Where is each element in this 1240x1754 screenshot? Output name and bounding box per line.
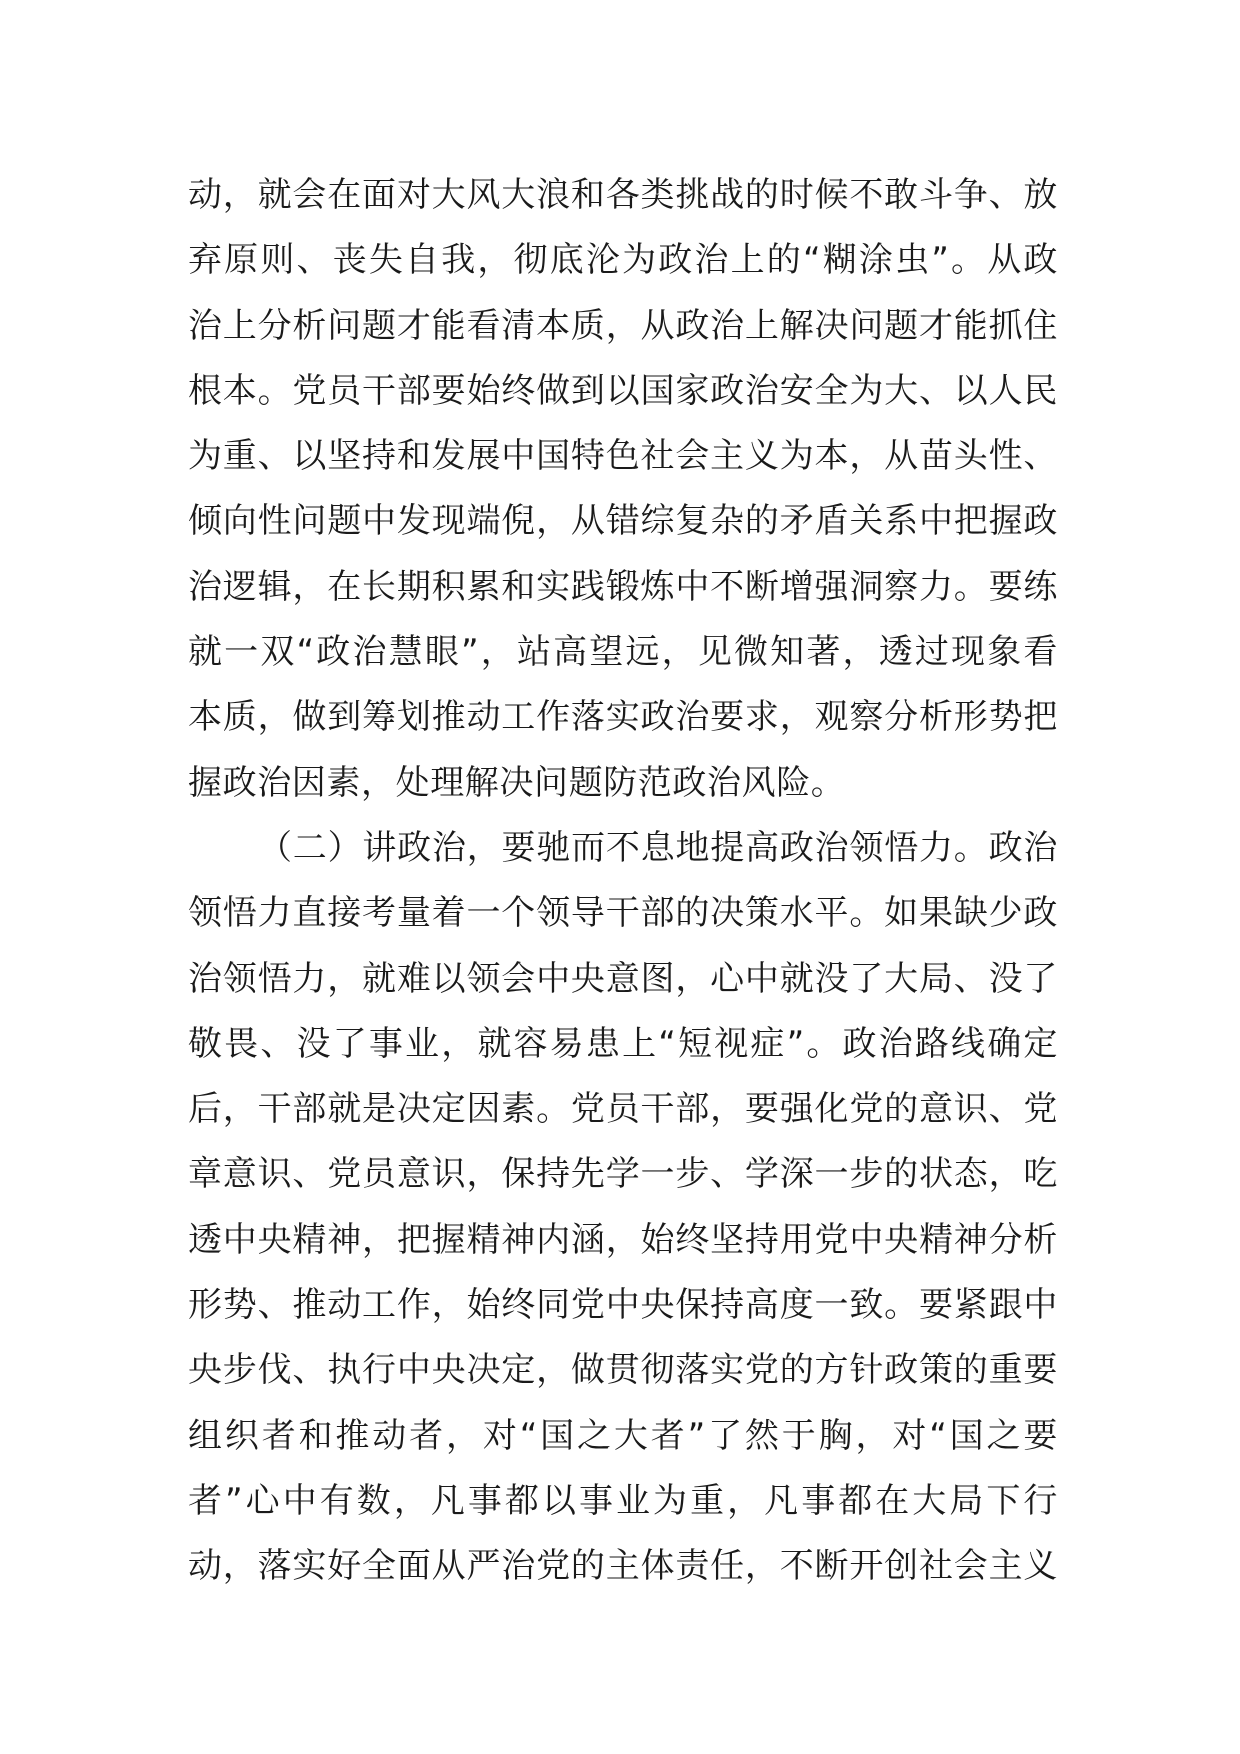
text-line: 就一双“政治慧眼”，站高望远，见微知著，透过现象看 bbox=[188, 632, 1058, 673]
text-line: 形势、推动工作，始终同党中央保持高度一致。要紧跟中 bbox=[188, 1285, 1058, 1326]
text-line: 倾向性问题中发现端倪，从错综复杂的矛盾关系中把握政 bbox=[188, 501, 1058, 542]
text-line: 握政治因素，处理解决问题防范政治风险。 bbox=[188, 762, 846, 803]
text-line: 央步伐、执行中央决定，做贯彻落实党的方针政策的重要 bbox=[188, 1350, 1058, 1391]
text-line: 章意识、党员意识，保持先学一步、学深一步的状态，吃 bbox=[188, 1154, 1058, 1195]
text-line: 动，就会在面对大风大浪和各类挑战的时候不敢斗争、放 bbox=[188, 175, 1058, 215]
text-line: 领悟力直接考量着一个领导干部的决策水平。如果缺少政 bbox=[188, 893, 1058, 934]
paragraph-2 bbox=[188, 816, 1058, 1600]
body-text bbox=[188, 163, 1058, 1600]
text-line: 为重、以坚持和发展中国特色社会主义为本，从苗头性、 bbox=[188, 436, 1058, 477]
text-line: 透中央精神，把握精神内涵，始终坚持用党中央精神分析 bbox=[188, 1219, 1058, 1260]
text-line: 根本。党员干部要始终做到以国家政治安全为大、以人民 bbox=[188, 370, 1058, 411]
text-line: 本质，做到筹划推动工作落实政治要求，观察分析形势把 bbox=[188, 697, 1058, 738]
text-line: 敬畏、没了事业，就容易患上“短视症”。政治路线确定 bbox=[188, 1023, 1058, 1064]
text-line: 后，干部就是决定因素。党员干部，要强化党的意识、党 bbox=[188, 1089, 1058, 1130]
text-line: 弃原则、丧失自我，彻底沦为政治上的“糊涂虫”。从政 bbox=[188, 240, 1058, 281]
text-line: （二）讲政治，要驰而不息地提高政治领悟力。政治 bbox=[258, 827, 1058, 868]
text-line: 组织者和推动者，对“国之大者”了然于胸，对“国之要 bbox=[188, 1415, 1058, 1456]
text-line: 治逻辑，在长期积累和实践锻炼中不断增强洞察力。要练 bbox=[188, 566, 1058, 607]
paragraph-1 bbox=[188, 163, 1058, 816]
text-line: 动，落实好全面从严治党的主体责任，不断开创社会主义 bbox=[188, 1546, 1058, 1587]
text-line: 治领悟力，就难以领会中央意图，心中就没了大局、没了 bbox=[188, 958, 1058, 999]
text-line: 者”心中有数，凡事都以事业为重，凡事都在大局下行 bbox=[188, 1480, 1058, 1521]
text-line: 治上分析问题才能看清本质，从政治上解决问题才能抓住 bbox=[188, 305, 1058, 346]
